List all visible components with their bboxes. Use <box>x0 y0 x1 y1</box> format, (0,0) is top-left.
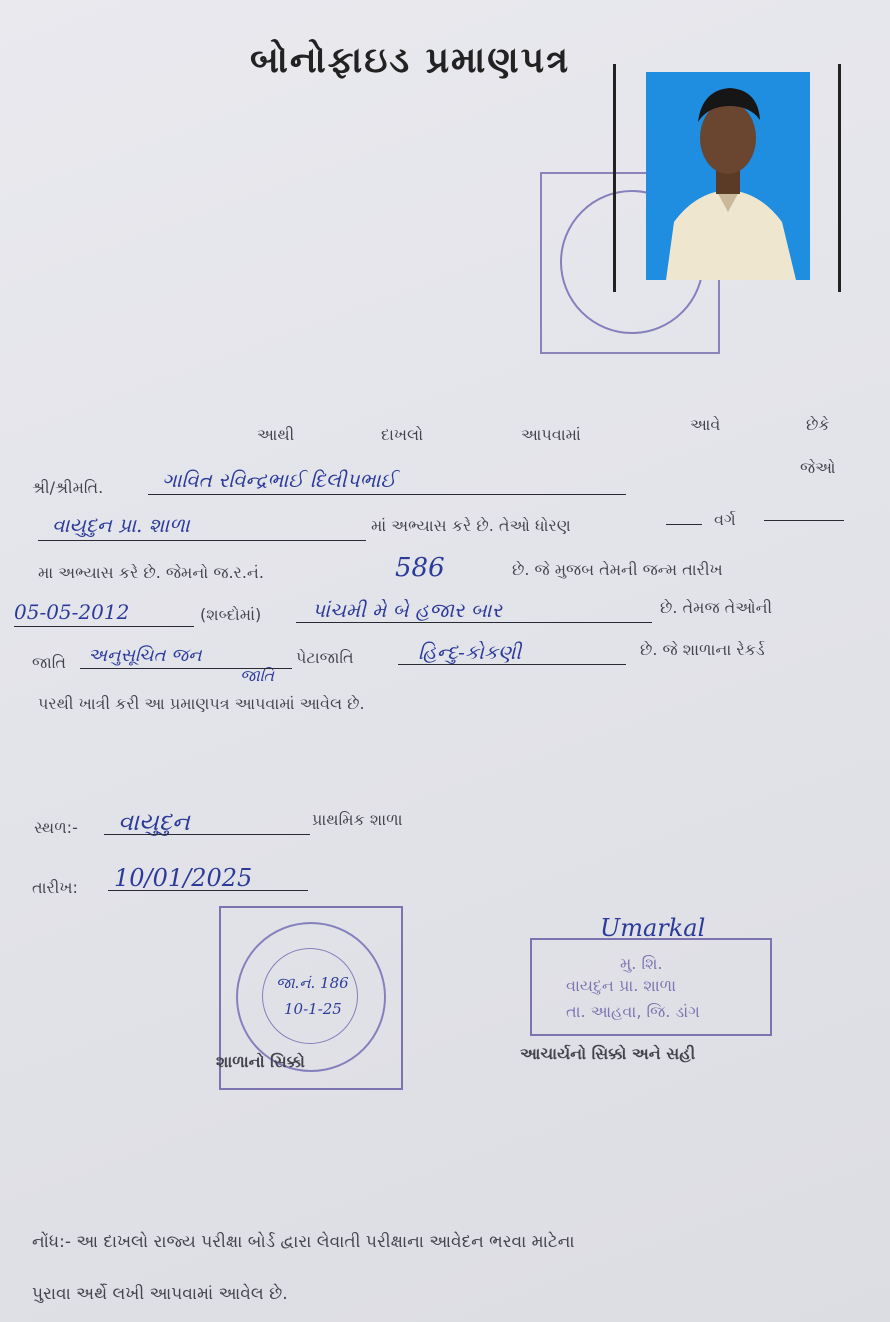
caste-value: અનુસૂચિત જન <box>88 645 202 666</box>
subcaste-underline <box>398 664 626 665</box>
school-seal-inner <box>262 948 358 1044</box>
closing-text: પરથી ખાત્રી કરી આ પ્રમાણપત્ર આપવામાં આવેલ છે. <box>38 694 365 713</box>
standard-blank <box>666 524 702 525</box>
intro-word-5: છેકે <box>806 415 830 434</box>
place-suffix: પ્રાથમિક શાળા <box>312 810 403 829</box>
dob-words-label: (શબ્દોમાં) <box>200 605 262 624</box>
name-underline <box>148 494 626 495</box>
gr-text-2: છે. જે મુજબ તેમની જન્મ તારીખ <box>512 560 723 579</box>
note-line-2: પુરાવા અર્થે લખી આપવામાં આવેલ છે. <box>32 1284 288 1304</box>
dob-words-underline <box>296 622 652 623</box>
student-photo <box>646 72 810 280</box>
intro-word-1: આથી <box>257 425 295 444</box>
principal-stamp-caption: આચાર્યનો સિક્કો અને સહી <box>520 1044 696 1063</box>
caste-label: જાતિ <box>32 653 67 672</box>
subcaste-label: પેટાજાતિ <box>296 648 354 667</box>
school-name: વાયુદુન પ્રા. શાળા <box>52 513 190 537</box>
gr-text: મા અભ્યાસ કરે છે. જેમનો જ.ર.નં. <box>38 563 264 582</box>
subcaste-value: હિન્દુ-કોકણી <box>418 640 522 664</box>
intro-word-2: દાખલો <box>381 425 424 444</box>
school-underline <box>38 540 366 541</box>
date-value: 10/01/2025 <box>114 864 253 892</box>
student-name: ગાવિત રવિન્દ્રભાઈ દિલીપભાઈ <box>162 468 396 492</box>
note-line-1: નોંધ:- આ દાખલો રાજ્ય પરીક્ષા બોર્ડ દ્વારા લેવાતી પરીક્ષાના આવેદન ભરવા માટેના <box>32 1232 575 1252</box>
date-underline <box>108 890 308 891</box>
caste-text: છે. જે શાળાના રેકર્ડ <box>640 640 765 659</box>
intro-word-3: આપવામાં <box>521 425 581 444</box>
principal-stamp-line-2: વાયદુન પ્રા. શાળા <box>566 976 677 995</box>
dob-in-words: પાંચમી મે બે હજાર બાર <box>312 598 502 622</box>
place-underline <box>104 834 310 835</box>
place-label: સ્થળ:- <box>34 818 78 837</box>
principal-stamp-line-1: મુ. શિ. <box>620 954 663 973</box>
class-blank <box>764 520 844 521</box>
school-text: માં અભ્યાસ કરે છે. તેઓ ધોરણ <box>371 516 571 535</box>
caste-underline <box>80 668 292 669</box>
principal-signature: Umarkal <box>600 914 706 942</box>
principal-stamp-line-3: તા. આહવા, જિ. ડાંગ <box>566 1002 700 1021</box>
certificate-title: બોનોફાઇડ પ્રમાણપત્ર <box>250 40 571 81</box>
gr-number: 586 <box>395 553 445 583</box>
dob-text: છે. તેમજ તેઓની <box>660 598 773 617</box>
intro-word-6: જેઓ <box>800 458 836 477</box>
class-label: વર્ગ <box>714 510 736 529</box>
name-label: શ્રી/શ્રીમતિ. <box>32 478 104 497</box>
stamp-inward-date: 10-1-25 <box>284 1000 342 1018</box>
dob-underline <box>14 626 194 627</box>
place-value: વાયુદુન <box>118 808 190 836</box>
school-stamp-caption: શાળાનો સિક્કો <box>216 1052 305 1071</box>
date-label: તારીખ: <box>32 878 78 897</box>
stamp-inward-no: જા.નં. 186 <box>276 974 349 992</box>
caste-value-2: જાતિ <box>240 666 275 685</box>
dob-value: 05-05-2012 <box>14 600 130 624</box>
intro-word-4: આવે <box>690 415 721 434</box>
